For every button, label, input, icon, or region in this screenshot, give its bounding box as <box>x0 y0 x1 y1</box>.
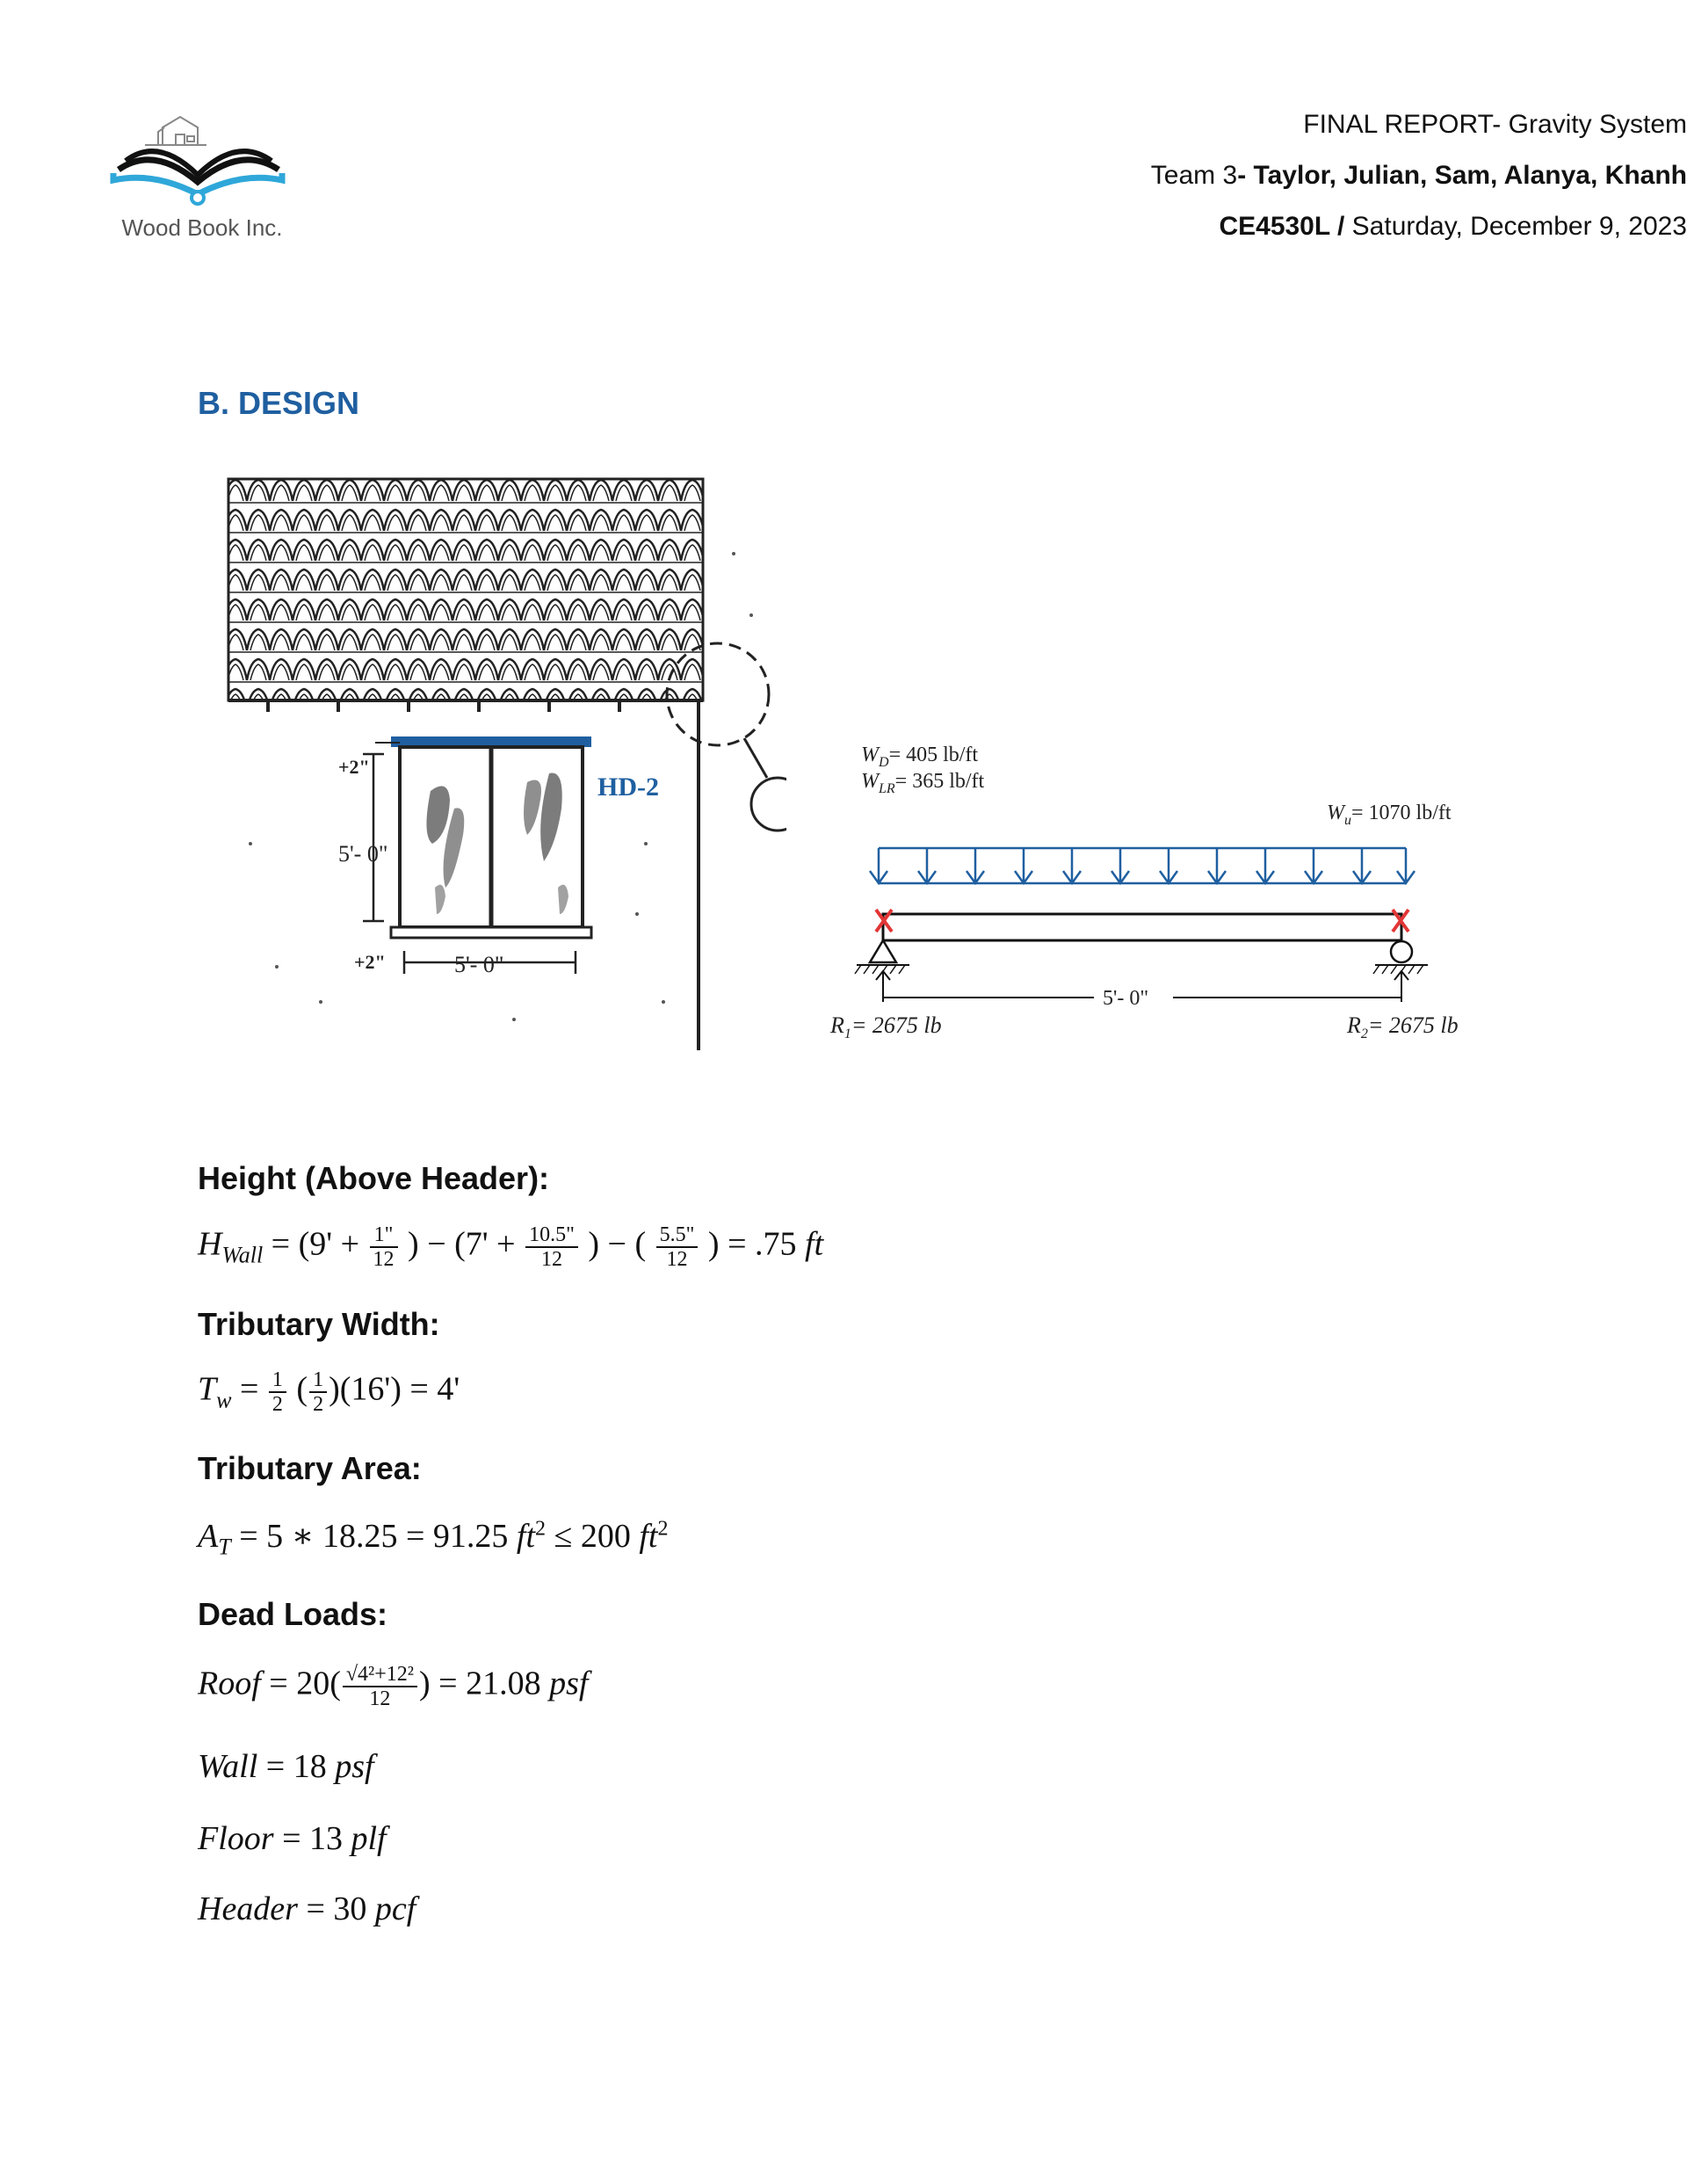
header-label: HD-2 <box>597 773 659 802</box>
live-roof-load-label: = 365 lb/ft <box>894 770 985 793</box>
trib-area-equation: $A_T = 5$ ∗ 18.25 = 91.25 $ft^2 \le 200$ $ft^2$ <box>198 1517 669 1560</box>
section-title: B. DESIGN <box>198 385 360 421</box>
svg-text:R2= 2675 lb: $R_2= 2675$ lb <box>1347 1012 1459 1041</box>
beam <box>883 914 1401 940</box>
span-label: 5'- 0" <box>1103 987 1149 1010</box>
course-date-line: CE4530L / Saturday, December 9, 2023 <box>1219 212 1687 241</box>
dim-width-label: 5'- 0" <box>454 952 504 977</box>
pin-support <box>870 940 896 962</box>
dim-bottom-label: +2" <box>354 951 386 973</box>
dim-top-label: +2" <box>338 756 370 778</box>
dead-loads-heading: Dead Loads: <box>198 1596 388 1632</box>
header-elevation-drawing <box>224 475 786 1055</box>
height-equation: $H_{Wall} = (9'$ + $\frac{1"}{12}$ ) − (7' + $\frac{10.5"}{12}$ ) − ( $\frac{5.5"}{12}$ ) = .75 ft <box>198 1223 824 1271</box>
wall-load-equation: Wall = 18 psf <box>198 1748 374 1785</box>
team-line: Team 3- Taylor, Julian, Sam, Alanya, Khanh <box>1150 161 1687 190</box>
header-load-equation: Header = 30 pcf <box>198 1890 416 1927</box>
height-heading: Height (Above Header): <box>198 1160 550 1196</box>
reaction-2-label: = 2675 lb <box>1367 1012 1459 1038</box>
svg-text:WLR= 365 lb/ft: $W_{LR}= 365$ lb/ft <box>861 770 985 796</box>
roof-load-equation: Roof = 20( $\frac{\text{√4²+12²}}{12}$ ) = 21.08 psf <box>198 1663 589 1710</box>
report-title: FINAL REPORT- Gravity System <box>1303 110 1687 139</box>
trib-width-heading: Tributary Width: <box>198 1306 440 1342</box>
trib-area-heading: Tributary Area: <box>198 1450 422 1486</box>
roller-support <box>1391 941 1412 962</box>
distributed-load-arrows <box>870 848 1415 883</box>
floor-load-equation: Floor = 13 plf <box>198 1820 387 1857</box>
reaction-1-label: = 2675 lb <box>851 1012 942 1038</box>
logo-text: Wood Book Inc. <box>121 214 283 241</box>
dead-load-label: = 405 lb/ft <box>888 744 979 766</box>
svg-text:R1= 2675 lb: $R_1= 2675$ lb <box>830 1012 942 1041</box>
factored-load-label: = 1070 lb/ft <box>1351 802 1452 824</box>
dim-height-label: 5'- 0" <box>338 841 388 867</box>
beam-load-diagram <box>822 729 1507 1055</box>
svg-text:WD= 405 lb/ft: $W_D= 405$ lb/ft <box>861 744 979 770</box>
trib-width-equation: $T_w$ = $\frac{1}{2}$ ( $\frac{1}{2}$ )(16') = 4' <box>198 1368 460 1416</box>
svg-text:Wu= 1070 lb/ft: $W_u= 1070$ lb/ft <box>1327 802 1452 828</box>
